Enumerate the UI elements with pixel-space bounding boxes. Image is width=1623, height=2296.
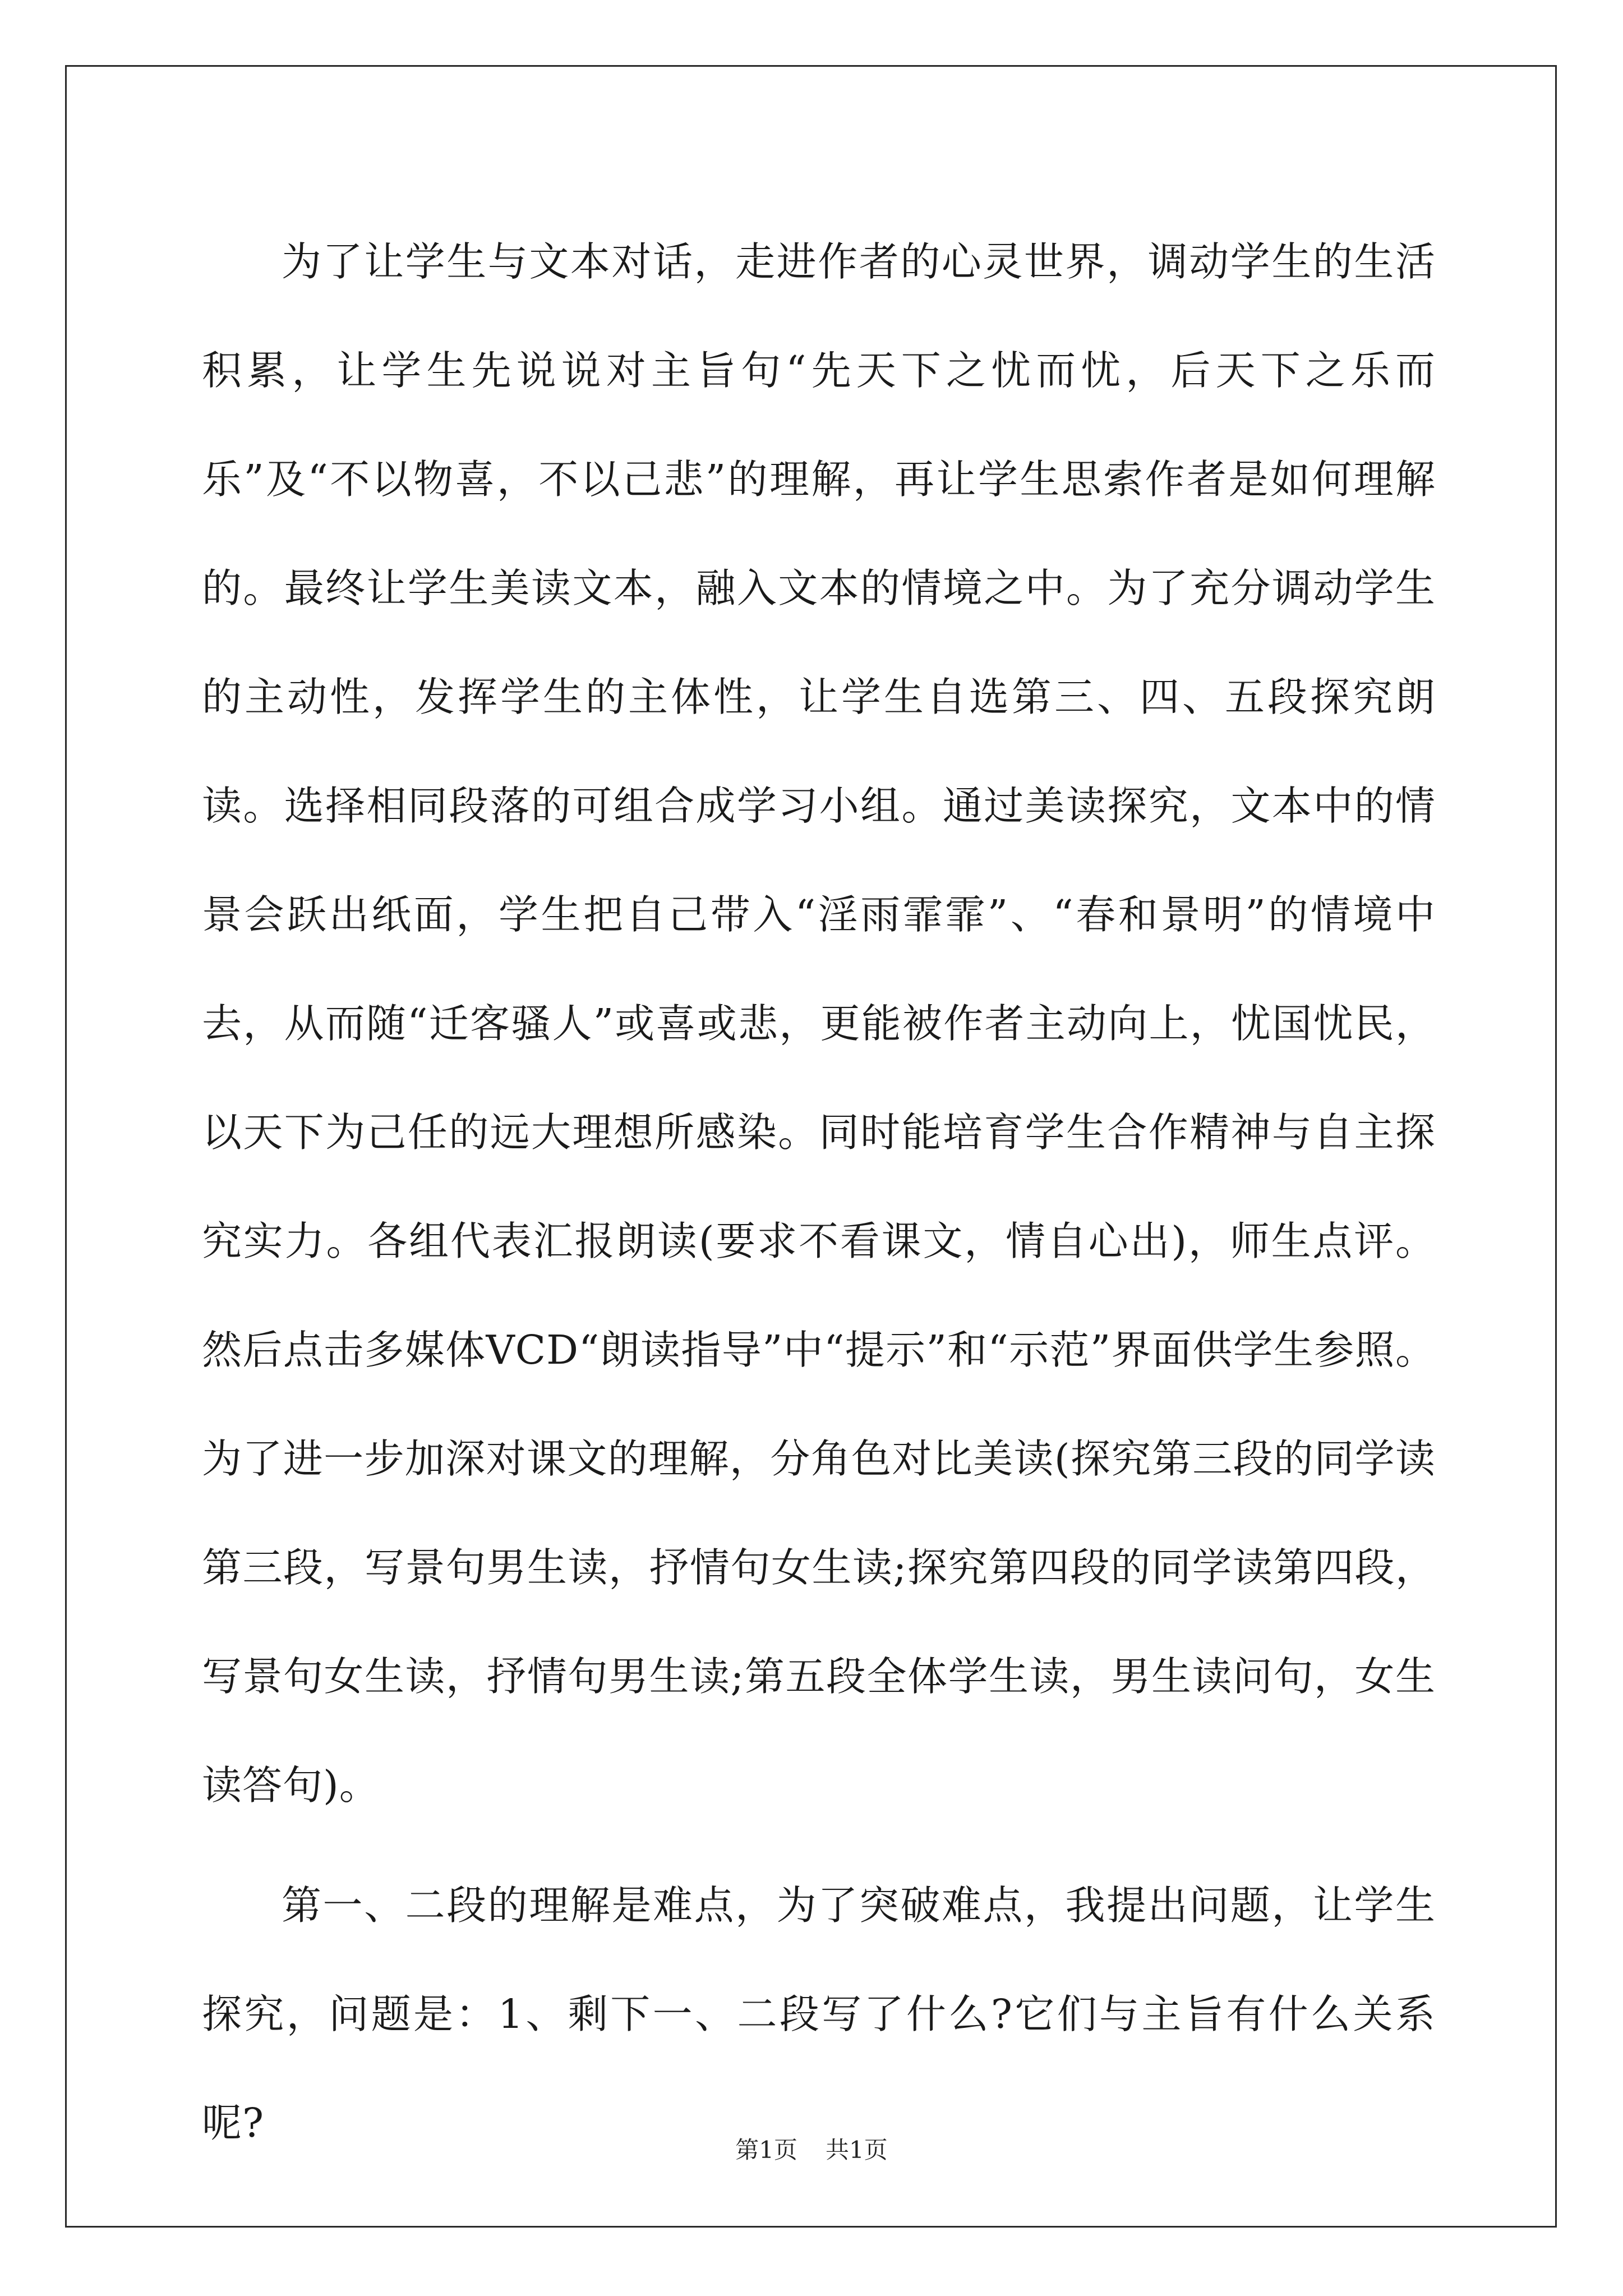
- page-number: 第1页: [735, 2136, 797, 2164]
- total-pages: 共1页: [826, 2136, 888, 2164]
- document-body: [202, 208, 1436, 2178]
- page-footer: [0, 2132, 1623, 2165]
- paragraph-1: 为了让学生与文本对话，走进作者的心灵世界，调动学生的生活积累，让学生先说说对主旨句“先天下之忧而忧，后天下之乐而乐”及“不以物喜，不以己悲”的理解，再让学生思索作者是如何理解的。最终让学生美读文本，融入文本的情境之中。为了充分调动学生的主动性，发挥学生的主体性，让学生自选第三、四、五段探究朗读。选择相同段落的可组合成学习小组。通过美读探究，文本中的情景会跃出纸面，学生把自己带入“淫雨霏霏”、“春和景明”的情境中去，从而随“迁客骚人”或喜或悲，更能被作者主动向上，忧国忧民，以天下为己任的远大理想所感染。同时能培育学生合作精神与自主探究实力。各组代表汇报朗读(要求不看课文，情自心出)，师生点评。然后点击多媒体VCD“朗读指导”中“提示”和“示范”界面供学生参照。为了进一步加深对课文的理解，分角色对比美读(探究第三段的同学读第三段，写景句男生读，抒情句女生读;探究第四段的同学读第四段，写景句女生读，抒情句男生读;第五段全体学生读，男生读问句，女生读答句)。: [202, 238, 1436, 1809]
- paragraph-2: 第一、二段的理解是难点，为了突破难点，我提出问题，让学生探究，问题是：1、剩下一、二段写了什么?它们与主旨有什么关系呢?: [202, 1882, 1436, 2146]
